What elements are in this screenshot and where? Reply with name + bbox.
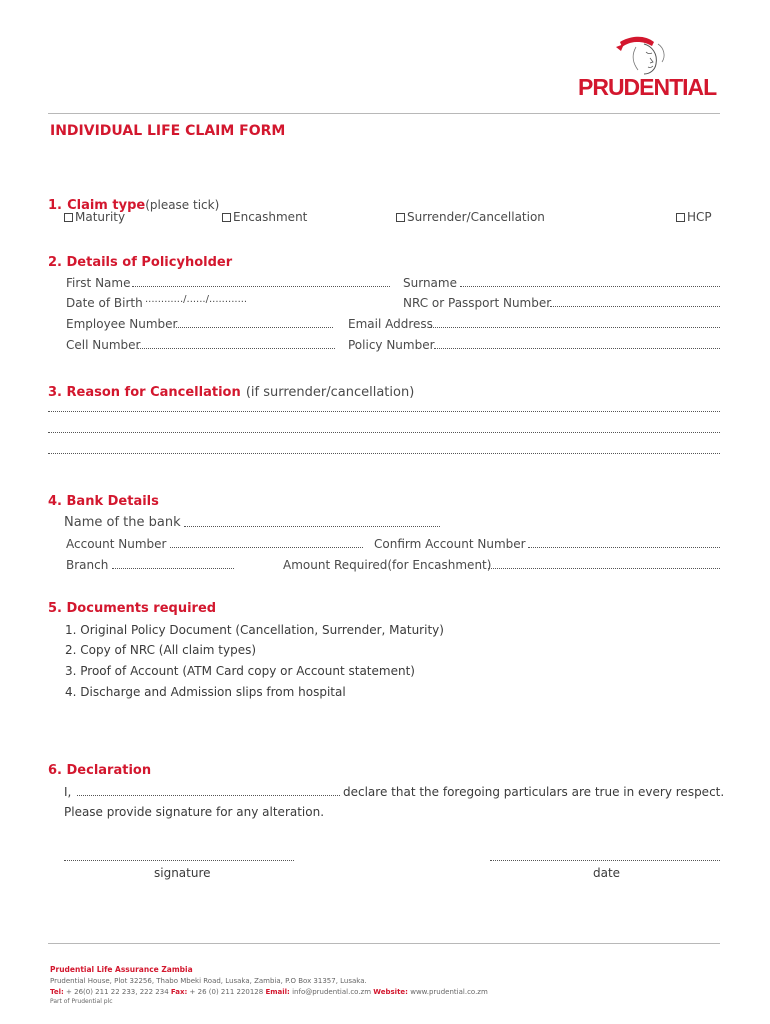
checkbox-icon[interactable] [676, 213, 685, 222]
first-name-field[interactable] [132, 286, 390, 287]
footer-part-of: Part of Prudential plc [50, 998, 113, 1005]
nrc-label: NRC or Passport Number [403, 296, 552, 310]
section-title: Claim type [67, 198, 146, 213]
document-item: 2. Copy of NRC (All claim types) [65, 643, 257, 657]
cell-number-field[interactable] [138, 348, 335, 349]
footer-address: Prudential House, Plot 32256, Thabo Mbeki Road, Lusaka, Zambia, P.O Box 31357, Lusaka. [50, 977, 367, 985]
employee-number-label: Employee Number [66, 317, 178, 331]
section-cancellation-heading [48, 381, 414, 400]
amount-field[interactable] [488, 568, 720, 569]
email-field[interactable] [430, 327, 720, 328]
surname-label: Surname [403, 276, 457, 290]
section-hint: (if surrender/cancellation) [245, 385, 415, 400]
employee-number-field[interactable] [176, 327, 333, 328]
form-title: INDIVIDUAL LIFE CLAIM FORM [50, 123, 286, 139]
bank-name-label: Name of the bank [64, 515, 181, 530]
section-bank-heading: 4. Bank Details [48, 494, 159, 509]
document-item: 3. Proof of Account (ATM Card copy or Account statement) [65, 664, 415, 678]
section-documents-heading: 5. Documents required [48, 601, 217, 616]
branch-field[interactable] [112, 568, 234, 569]
section-number: 1. [48, 198, 62, 213]
dob-label: Date of Birth [66, 296, 143, 310]
surname-field[interactable] [460, 286, 720, 287]
checkbox-icon[interactable] [222, 213, 231, 222]
option-hcp[interactable]: HCP [676, 210, 712, 224]
declaration-text: declare that the foregoing particulars are true in every respect. [343, 785, 725, 799]
email-label: Email Address [348, 317, 433, 331]
branch-label: Branch [66, 558, 109, 572]
document-item: 4. Discharge and Admission slips from hospital [65, 685, 346, 699]
amount-label: Amount Required(for Encashment) [283, 558, 492, 572]
signature-note: Please provide signature for any alteration. [64, 805, 325, 819]
footer-company: Prudential Life Assurance Zambia [50, 965, 193, 974]
policy-number-label: Policy Number [348, 338, 435, 352]
checkbox-icon[interactable] [396, 213, 405, 222]
section-title: 3. Reason for Cancellation [48, 385, 241, 400]
header-divider [48, 113, 720, 114]
declarant-name-field[interactable] [77, 795, 340, 796]
reason-line-1[interactable] [48, 411, 720, 412]
section-declaration-heading: 6. Declaration [48, 763, 152, 778]
signature-label: signature [154, 866, 211, 880]
confirm-account-field[interactable] [528, 547, 720, 548]
option-encashment[interactable]: Encashment [222, 210, 307, 224]
section-hint: (please tick) [145, 198, 220, 212]
logo-wordmark: PRUDENTIAL [578, 74, 717, 100]
declaration-i: I, [64, 785, 72, 799]
document-item: 1. Original Policy Document (Cancellation, Surrender, Maturity) [65, 623, 444, 637]
cell-number-label: Cell Number [66, 338, 141, 352]
first-name-label: First Name [66, 276, 131, 290]
footer-contact: Tel: + 26(0) 211 22 233, 222 234 Fax: + 26 (0) 211 220128 Email: info@prudential.co.zm Website: www.prudential.co.zm [50, 988, 488, 996]
reason-line-2[interactable] [48, 432, 720, 433]
checkbox-icon[interactable] [64, 213, 73, 222]
date-label: date [593, 866, 621, 880]
policy-number-field[interactable] [434, 348, 720, 349]
footer-website-link[interactable]: www.prudential.co.zm [410, 988, 488, 996]
confirm-account-label: Confirm Account Number [374, 537, 526, 551]
section-policyholder-heading: 2. Details of Policyholder [48, 255, 233, 270]
date-field[interactable] [490, 860, 720, 861]
signature-field[interactable] [64, 860, 294, 861]
reason-line-3[interactable] [48, 453, 720, 454]
nrc-field[interactable] [550, 306, 720, 307]
account-number-label: Account Number [66, 537, 167, 551]
option-surrender[interactable]: Surrender/Cancellation [396, 210, 545, 224]
option-maturity[interactable]: Maturity [64, 210, 125, 224]
dob-field[interactable]: ............/....../............ [145, 294, 248, 305]
bank-name-field[interactable] [184, 526, 440, 527]
footer-divider [48, 943, 720, 944]
prudence-head-icon [608, 32, 672, 78]
account-number-field[interactable] [170, 547, 363, 548]
footer-email-link[interactable]: info@prudential.co.zm [292, 988, 372, 996]
